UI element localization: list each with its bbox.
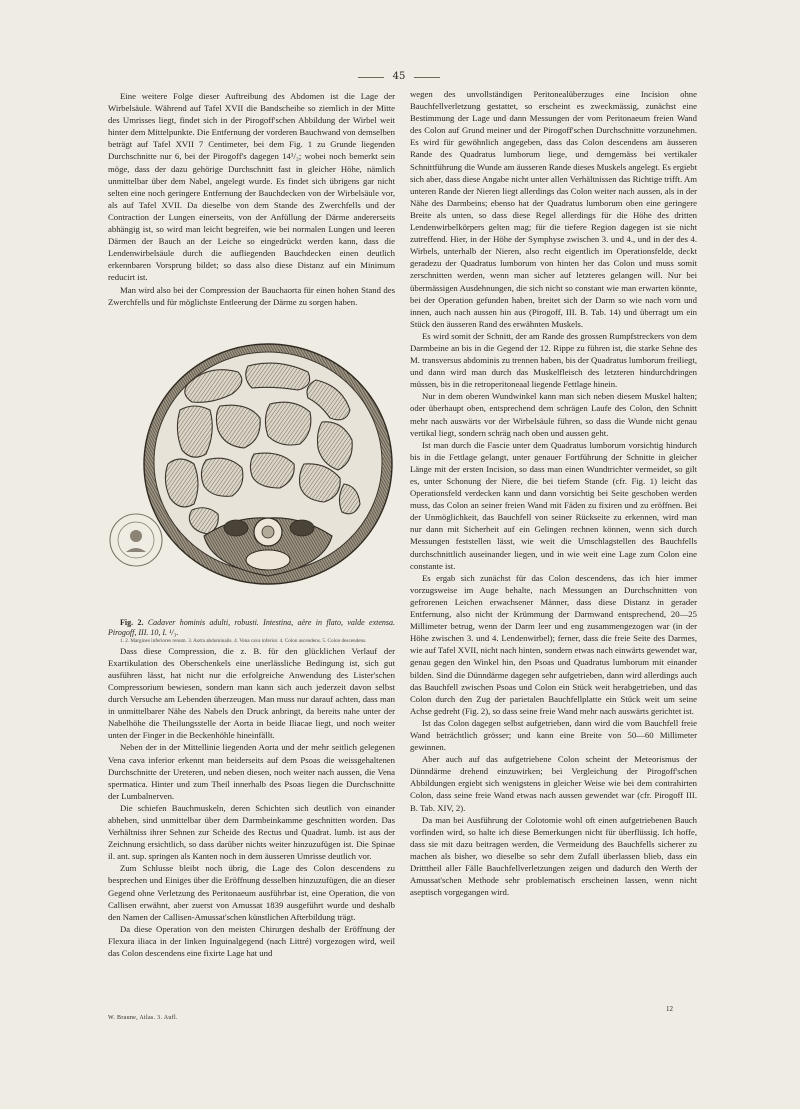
figure-caption [108, 618, 395, 638]
header-rule-left [358, 77, 384, 78]
left-paragraph-7: Da diese Operation von den meisten Chirurgen deshalb der Eröffnung der Flexura iliaca in der linken Inguinalgegend (nach Littré) vorgezogen wird, weil das Colon descendens eine fixirte Lage hat und [108, 923, 395, 959]
right-paragraph-4: Ist man durch die Fascie unter dem Quadratus lumborum vorsichtig hindurch bis in die Fettlage gelangt, unter genauer Fortführung der Schnitte in gleicher Länge mit der ersten Incision, so dass man einen Wundtrichter vermeidet, so gilt es, unter Schonung der Niere, die bei tiefem Stande (cfr. Fig. 1) leicht das Operationsfeld verdecken kann und dann vorsichtig bei Seite geschoben werden muss, das Colon an seiner freien Wand mit Fäden zu fixiren und zu eröffnen. Bei der Unmöglichkeit, das Bauchfell von seiner Rückseite zu erkennen, wird man nur dann mit Sicherheit auf ein Gelingen rechnen können, wenn sich durch Messungen feststellen lässt, wie weit die Umschlagstellen des Bauchfells durchschnittlich auseinander liegen, und in wie weit eine Lage zum Colon eine constante ist. [410, 439, 697, 571]
library-stamp [110, 514, 162, 566]
figure-2-cross-section [108, 314, 395, 614]
right-paragraph-5: Es ergab sich zunächst für das Colon descendens, das ich hier immer vorzugsweise im Auge behalte, nach Messungen an Durchschnitten von gefrorenen Leichen erwachsener Männer, dass diese Distanz in gerader Entfernung, also nicht der Krümmung der Darmwand entsprechend, 20—25 Millimeter betrug, wenn der Darm leer und eng zusammengezogen war (in der Höhe zwischen 3. und 4. Lendenwirbel); ferner, dass die freie Seite des Darmes, wie auf Tafel XVII, nicht nach hinten, sondern etwas nach einwärts gewendet war, genau gegen den Winkel hin, den Psoas und Quadratus lumborum mit einander bilden. Sind die Dünndärme dagegen sehr aufgetrieben, dann wird allerdings auch das Bauchfell zwischen Psoas und Colon ein Stück weit herabgetrieben, und das Colon durch den Zug der parietalen Bauchfellplatte ein Stück weit um seine Achse gedreht (Fig. 2), so dass seine freie Wand mehr nach auswärts gerichtet ist. [410, 572, 697, 716]
figure-label: Fig. 2. [120, 617, 144, 627]
right-paragraph-3: Nur in dem oberen Wundwinkel kann man sich neben diesem Muskel halten; oder überhaupt oben, entsprechend dem schrägen Laufe des Colon, den Schnitt mehr nach auswärts vor der Wirbelsäule führen, so dass die Wunde nicht genau vertikal liegt, sondern schräg nach oben und aussen geht. [410, 391, 697, 438]
footer-publisher: W. Braune, Atlas. 3. Aufl. [108, 1015, 178, 1021]
left-paragraph-6: Zum Schlusse bleibt noch übrig, die Lage des Colon descendens zu besprechen und Einiges über die Eröffnung desselben hinzuzufügen, die an dieser Gegend ohne Verletzung des Peritonaeum ausführbar ist, eine Operation, die von Callisen erwähnt, aber zuerst von Amussat 1839 ausgeführt wurde und deshalb den Namen der Callisen-Amussat'schen künstlichen Afterbildung trägt. [108, 863, 395, 922]
header-rule-right [414, 77, 440, 78]
right-paragraph-7: Aber auch auf das aufgetriebene Colon scheint der Meteorismus der Dünndärme drehend einzuwirken; bei Vergleichung der Pirogoff'schen Abbildungen ergiebt sich wenigstens in gleicher Weise wie bei dem contrahirten Colon, dass seine freie Wand etwas nach aussen gewendet war (cfr. Pirogoff III. B. Tab. XIV, 2). [410, 754, 697, 813]
left-paragraph-1: Eine weitere Folge dieser Auftreibung des Abdomen ist die Lage der Wirbelsäule. Während auf Tafel XVII die Bandscheibe so ziemlich in der Mitte des Umrisses liegt, findet sich in der Pirogoff'schen Abbildung der Wirbel weit hinter dem Mittelpunkte. Die Entfernung der vorderen Bauchwand von demselben beträgt auf Tafel XVII 7 Centimeter, bei dem Fig. 1 zu Grunde liegenden Durchschnitte nur 6, bei der Pirogoff's dagegen 14¹/₂; wobei noch bemerkt sein möge, dass der dazu gehörige Durchschnitt fast in gleicher Höhe, nämlich unmittelbar über dem Nabel, angelegt wurde. Es findet sich übrigens gar nicht selten eine noch geringere Entfernung der Bauchdecken von der Wirbelsäule vor, als auf Tafel XVII. Da dieselbe von dem Stande des Zwerchfells und der Contraction der Lungen einerseits, von der Anfüllung der Därme andererseits abhängig ist, so wird man leicht begreifen, wie bei normalen Lungen und leeren Därmen der Bauch an der Leiche so eingedrückt werden kann, dass die Lendenwirbelsäule durch die aufliegenden Bauchdecken einen deutlich erkennbaren Vorsprung bildet; so dass also diese Distanz auf ein Minimum reducirt ist. [108, 91, 395, 283]
left-paragraph-2: Man wird also bei der Compression der Bauchaorta für einen hohen Stand des Zwerchfells und für möglichste Entleerung der Därme zu sorgen haben. [108, 284, 395, 307]
right-paragraph-6: Ist das Colon dagegen selbst aufgetrieben, dann wird die vom Bauchfell freie Wand beträchtlich grösser; und kann eine Breite von 50—60 Millimeter gewinnen. [410, 717, 697, 753]
left-paragraph-3: Dass diese Compression, die z. B. für den glücklichen Verlauf der Exartikulation des Oberschenkels eine unerlässliche Bedingung ist, sich gut ausführen lässt, hat nicht nur die erfolgreiche Anwendung des Lister'schen Compressorium bewiesen, sondern man kann sich auch jederzeit davon selbst durch Versuche am Lebenden überzeugen. Man muss nur darauf achten, dass man in unmittelbarer Nähe des Nabels den Druck anbringt, da bereits nahe unter der Nabelhöhe die Theilungsstelle der Aorta in beide Iliacae liegt, und noch weiter unten der Finger in die Beckenhöhle hineinfällt. [108, 645, 395, 741]
left-paragraph-5: Die schiefen Bauchmuskeln, deren Schichten sich deutlich von einander abheben, sind unmittelbar über dem Darmbeinkamme geschnitten worden. Das Verhältniss ihrer Sehnen zur Scheide des Rectus und Quadrat. lumb. ist aus der Zeichnung ersichtlich, so dass darüber nichts weiter hinzuzufügen ist. Die Spinae il. ant. sup. springen als Kanten noch in dem äusseren Umrisse deutlich vor. [108, 802, 395, 862]
left-column [108, 90, 395, 959]
right-paragraph-8: Da man bei Ausführung der Colotomie wohl oft einen aufgetriebenen Bauch vorfinden wird, so halte ich diese Bemerkungen nicht für überflüssig. Ich hoffe, dass sie mit dazu beitragen werden, die Vermeidung des Bauchfells sicherer zu machen als bisher, wo dieselbe so sehr dem Zufall überlassen blieb, dass ein Dritttheil aller Fälle Bauchfellverletzungen zeigen und dadurch den Werth der Amussat'schen Methode sehr problematisch erscheinen lassen, wenn nicht aseptisch vorgegangen wird. [410, 814, 697, 898]
right-paragraph-2: Es wird somit der Schnitt, der am Rande des grossen Rumpfstreckers von dem Darmbeine an bis in die Gegend der 12. Rippe zu führen ist, die starke Sehne des M. transversus abdominis zu trennen haben, bis der Quadratus lumborum freiliegt, und dann wird man durch das Muskelfleisch des letzteren hindurchdringen müssen, bis in die retroperitoneaal liegende Fettlage hinein. [410, 330, 697, 390]
page-header [0, 70, 800, 84]
figure-legend: 1. 2. Margines inferiores renum. 3. Aorta abdominalis. 4. Vena cava inferior. 4. Colon ascendens. 5. Colon descendens. [120, 637, 367, 644]
abdomen-cross-section-illustration [108, 314, 395, 614]
footer-sheet-number: 12 [666, 1005, 673, 1013]
left-paragraph-4: Neben der in der Mittellinie liegenden Aorta und der mehr seitlich gelegenen Vena cava inferior erkennt man beiderseits auf dem Psoas die weissgehaltenen Durchschnitte der Ureteren, und neben diesen, noch weiter nach aussen, die Vena spermatica. Hinter und zum Theil innerhalb des Psoas liegen die Durchschnitte der Lumbalnerven. [108, 742, 395, 801]
right-paragraph-1: wegen des unvollständigen Peritonealüberzuges eine Incision ohne Bauchfellverletzung gestattet, so erscheint es zweckmässig, zunächst eine Bestimmung der Lage und dann Messungen der vom Peritonaeum freien Wand des Colon auf Grund meiner und der Pirogoff'schen Durchschnitte vorzunehmen. Es wird für gewöhnlich angegeben, dass das Colon descendens am äusseren Rande des Quadratus lumborum liege, und demgemäss bei vertikaler Schnittführung die Wunde am äusseren Rande dieses Muskels angelegt. Es ergiebt sich aber, dass diese Angabe nicht unter allen Verhältnissen das Richtige trifft. Am unteren Rande der Nieren liegt allerdings das Colon weiter nach aussen, als in der Nähe des Darmbeins; ebenso hat der Quadratus lumborum oben eine geringere Breite als unten, so dass diese Regel allerdings für die Höhe des dritten Lendenwirbelkörpers gelten mag; für die tiefere Region dagegen ist sie nicht zutreffend. Hier, in der Höhe der Symphyse zwischen 3. und 4., und in der des 4. Wirbels, unterhalb der Nieren, also recht eigentlich im Operationsfelde, deckt geradezu der Quadratus lumborum von hinten her das Colon und muss somit zerschnitten werden, wenn man sicher auf letzteres gelangen will. Nur bei übermässigen Ausdehnungen, die sich nicht so constant wie man erwarten könnte, bei der Operation gefunden haben, breitet sich der Darm so wie nach vorn und innen, auch nach aussen hin aus (Pirogoff, III. B. Tab. 14) und überragt um ein Stück den äusseren Rand des erwähnten Muskels. [410, 89, 697, 329]
figure-caption-text: Cadaver hominis adulti, robusti. Intestina, aëre in flato, valde extensa. Pirogoff, III. 10, I. ¹/₃. [108, 617, 396, 637]
page-number: 45 [392, 71, 406, 82]
right-column [410, 88, 697, 898]
